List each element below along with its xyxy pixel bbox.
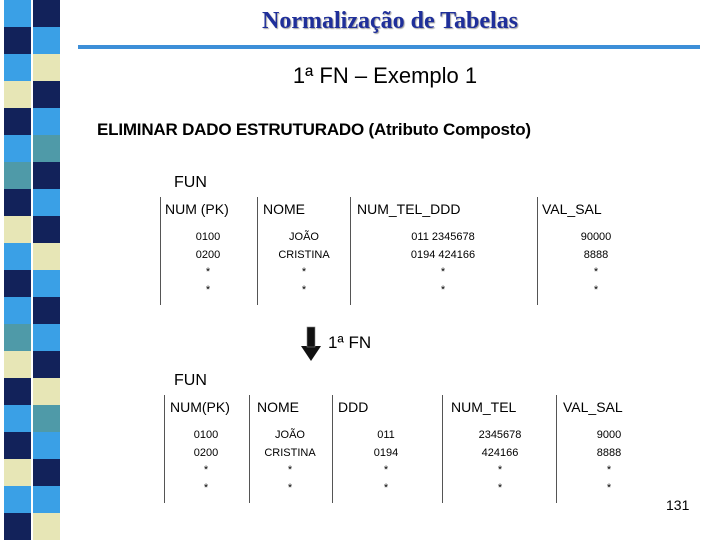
stripe-square bbox=[4, 0, 31, 27]
section-heading: ELIMINAR DADO ESTRUTURADO (Atributo Composto) bbox=[97, 120, 531, 139]
stripe-square bbox=[33, 486, 60, 513]
stripe-square bbox=[4, 378, 31, 405]
stripe-square bbox=[33, 54, 60, 81]
stripe-square bbox=[4, 351, 31, 378]
table1-divider bbox=[257, 197, 258, 305]
table2-divider bbox=[556, 395, 557, 503]
table1-left-border bbox=[160, 197, 161, 305]
stripe-square bbox=[4, 297, 31, 324]
table1-col-nome-values: JOÃO CRISTINA * * bbox=[278, 231, 330, 296]
table1-name: FUN bbox=[174, 174, 207, 191]
decorative-stripe bbox=[0, 0, 62, 540]
stripe-square bbox=[4, 324, 31, 351]
stripe-square bbox=[33, 0, 60, 27]
table1-header-nome: NOME bbox=[263, 201, 305, 217]
table2-left-border bbox=[164, 395, 165, 503]
table2-col-ddd-values: 011 0194 * * bbox=[373, 429, 399, 494]
table1-col-num-values: 0100 0200 * * bbox=[195, 231, 221, 296]
stripe-square bbox=[33, 243, 60, 270]
stripe-square bbox=[4, 270, 31, 297]
stripe-square bbox=[33, 216, 60, 243]
table2-col-num-values: 0100 0200 * * bbox=[193, 429, 219, 494]
slide-title: Normalização de Tabelas bbox=[262, 8, 518, 34]
stripe-square bbox=[33, 378, 60, 405]
stripe-square bbox=[4, 81, 31, 108]
stripe-square bbox=[33, 108, 60, 135]
stripe-square bbox=[33, 459, 60, 486]
stripe-square bbox=[4, 54, 31, 81]
stripe-square bbox=[33, 135, 60, 162]
stripe-square bbox=[4, 486, 31, 513]
stripe-square bbox=[4, 513, 31, 540]
stripe-square bbox=[4, 189, 31, 216]
page-number: 131 bbox=[666, 497, 690, 513]
stripe-square bbox=[4, 432, 31, 459]
stripe-square bbox=[4, 459, 31, 486]
stripe-square bbox=[4, 216, 31, 243]
stripe-square bbox=[33, 432, 60, 459]
stripe-square bbox=[4, 27, 31, 54]
table2-divider bbox=[249, 395, 250, 503]
stripe-square bbox=[33, 270, 60, 297]
table2-header-num-tel: NUM_TEL bbox=[451, 399, 517, 415]
slide-subtitle: 1ª FN – Exemplo 1 bbox=[292, 63, 478, 88]
stripe-square bbox=[33, 513, 60, 540]
title-underline bbox=[78, 45, 700, 49]
stripe-square bbox=[4, 243, 31, 270]
table1-col-sal-values: 90000 8888 * * bbox=[580, 231, 612, 296]
stripe-square bbox=[33, 27, 60, 54]
table1-header-num-tel-ddd: NUM_TEL_DDD bbox=[357, 201, 461, 217]
stripe-square bbox=[4, 405, 31, 432]
table2-divider bbox=[442, 395, 443, 503]
table1-header-val-sal: VAL_SAL bbox=[542, 201, 602, 217]
transition-label: 1ª FN bbox=[328, 333, 372, 352]
down-arrow-icon bbox=[300, 326, 322, 362]
table1-divider bbox=[537, 197, 538, 305]
table1-col-tel-values: 011 2345678 0194 424166 * * bbox=[410, 231, 476, 296]
stripe-square bbox=[4, 162, 31, 189]
stripe-square bbox=[33, 351, 60, 378]
table2-header-nome: NOME bbox=[257, 399, 299, 415]
table2-header-num: NUM(PK) bbox=[170, 399, 230, 415]
stripe-square bbox=[33, 297, 60, 324]
stripe-square bbox=[33, 81, 60, 108]
table2-col-tel-values: 2345678 424166 * * bbox=[478, 429, 522, 494]
stripe-square bbox=[33, 189, 60, 216]
stripe-square bbox=[33, 324, 60, 351]
table1-divider bbox=[350, 197, 351, 305]
stripe-square bbox=[4, 108, 31, 135]
table2-header-ddd: DDD bbox=[338, 399, 369, 415]
table2-col-nome-values: JOÃO CRISTINA * * bbox=[264, 429, 316, 494]
table2-col-sal-values: 9000 8888 * * bbox=[596, 429, 622, 494]
stripe-square bbox=[33, 162, 60, 189]
table2-name: FUN bbox=[174, 372, 207, 389]
table2-header-val-sal: VAL_SAL bbox=[563, 399, 623, 415]
table1-header-num: NUM (PK) bbox=[165, 201, 229, 217]
stripe-square bbox=[4, 135, 31, 162]
table2-divider bbox=[332, 395, 333, 503]
stripe-square bbox=[33, 405, 60, 432]
